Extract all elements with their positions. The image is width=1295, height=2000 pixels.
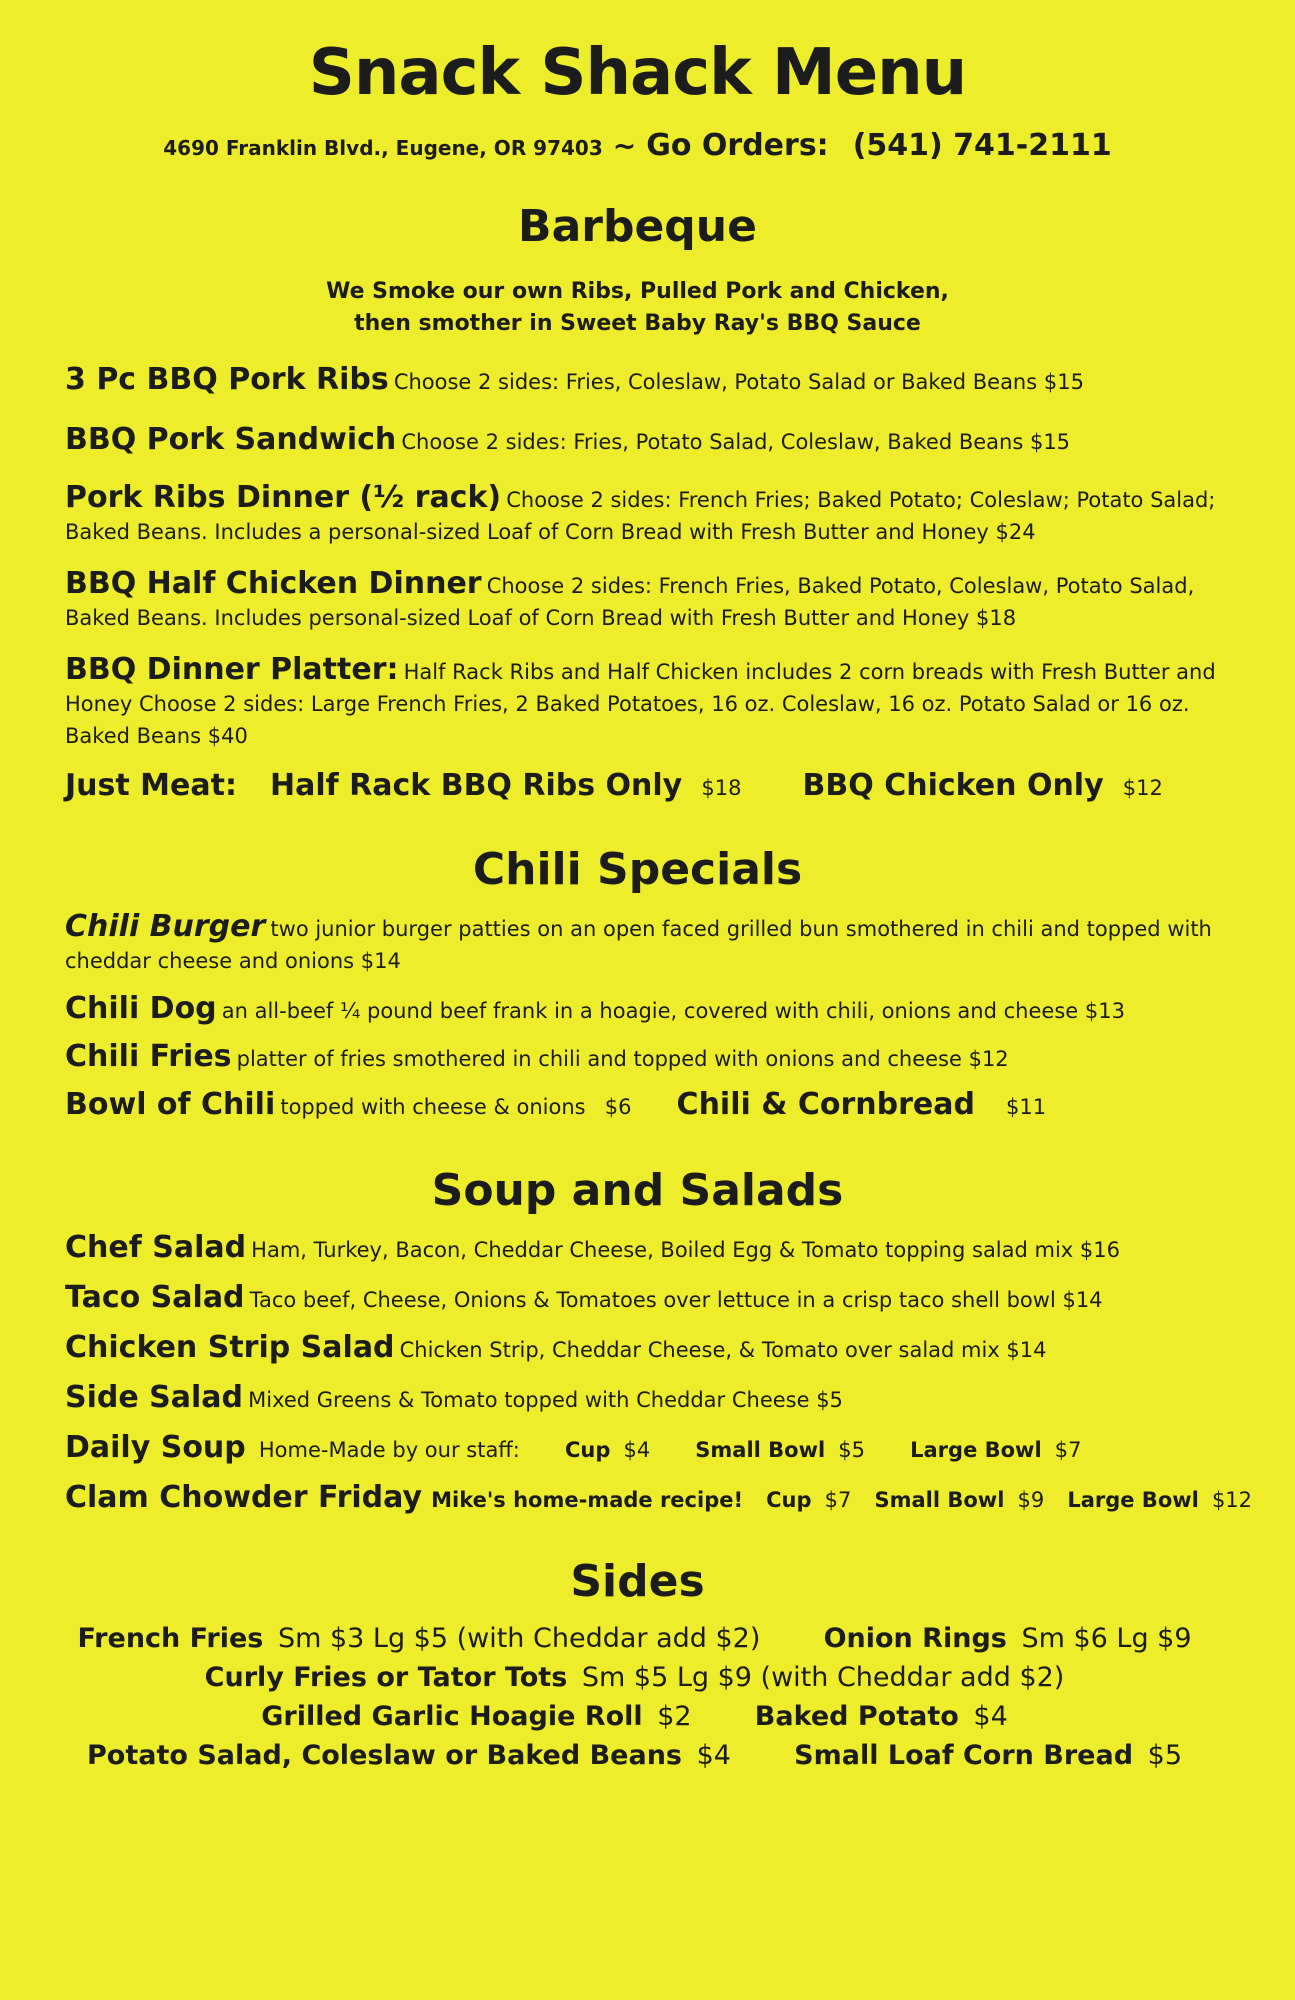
item-desc: Home-Made by our staff: <box>258 1438 520 1462</box>
item-desc: Mike's home-made recipe! <box>431 1488 744 1512</box>
item-desc: Taco beef, Cheese, Onions & Tomatoes over lettuce in a crisp taco shell bowl $14 <box>249 1288 1103 1312</box>
item-name: Chili & Cornbread <box>676 1087 975 1122</box>
item-desc: Choose 2 sides: Fries, Potato Salad, Coleslaw, Baked Beans $15 <box>401 430 1071 454</box>
ribs-only-price: $18 <box>701 776 742 800</box>
side-price: $2 <box>657 1701 692 1732</box>
item-price: $6 <box>604 1095 632 1119</box>
item-name: Chicken Strip Salad <box>65 1330 395 1365</box>
side-name: Small Loaf Corn Bread <box>794 1740 1134 1771</box>
menu-item <box>65 1380 1235 1416</box>
soup-large-price: $7 <box>1054 1438 1082 1462</box>
sides-line <box>40 1619 1235 1658</box>
chowder-small-price: $9 <box>1017 1488 1045 1512</box>
side-name: Baked Potato <box>754 1701 959 1732</box>
chicken-only: BBQ Chicken Only <box>802 768 1104 803</box>
side-price: Sm $6 Lg $9 <box>1021 1623 1192 1654</box>
item-name: Side Salad <box>65 1380 244 1415</box>
ribs-only: Half Rack BBQ Ribs Only <box>270 768 683 803</box>
side-price: Sm $5 Lg $9 (with Cheddar add $2) <box>581 1662 1065 1693</box>
item-desc: platter of fries smothered in chili and topped with onions and cheese $12 <box>236 1047 1009 1071</box>
item-desc: Choose 2 sides: Fries, Coleslaw, Potato Salad or Baked Beans $15 <box>393 370 1084 394</box>
address: 4690 Franklin Blvd., Eugene, OR 97403 <box>163 136 603 160</box>
item-name: BBQ Half Chicken Dinner <box>65 566 482 601</box>
menu-item <box>65 566 1235 634</box>
phone-number: (541) 741-2111 <box>852 128 1112 163</box>
item-price: $11 <box>1006 1095 1047 1119</box>
menu-item <box>65 362 1235 398</box>
menu-item <box>65 1330 1235 1366</box>
separator: ~ <box>612 129 637 162</box>
item-desc: Half Rack Ribs and Half Chicken includes 2 corn breads with Fresh Butter and Honey Choose 2 sides: Large French Fries, 2 Baked Potatoes, 16 oz. Coleslaw, 16 oz. Potato Salad or 16 oz. Baked Beans $40 <box>65 660 1216 748</box>
address-line <box>40 128 1235 163</box>
item-name: Chili Burger <box>65 909 266 944</box>
menu-title: Snack Shack Menu <box>308 36 967 110</box>
side-price: $5 <box>1147 1740 1182 1771</box>
menu-item <box>65 1039 1235 1075</box>
menu-item: BBQ Dinner Platter: Half Rack Ribs and Half Chicken includes 2 corn breads with Fresh Butter and Honey Choose 2 sides: Large French Fries, 2 Baked Potatoes, 16 oz. Coleslaw, 16 oz. Potato Salad or 16 oz. Baked Beans $40 <box>65 652 1216 748</box>
item-name: 3 Pc BBQ Pork Ribs <box>65 362 389 397</box>
item-desc: Chicken Strip, Cheddar Cheese, & Tomato over salad mix $14 <box>399 1338 1047 1362</box>
sides-line <box>40 1658 1235 1697</box>
side-name: Potato Salad, Coleslaw or Baked Beans <box>87 1740 683 1771</box>
soup-small-price: $5 <box>838 1438 866 1462</box>
item-desc: Ham, Turkey, Bacon, Cheddar Cheese, Boiled Egg & Tomato topping salad mix $16 <box>251 1238 1120 1262</box>
menu-item <box>65 991 1235 1027</box>
item-name: Clam Chowder Friday <box>65 1480 423 1515</box>
side-name: French Fries <box>77 1623 264 1654</box>
side-price: Sm $3 Lg $5 (with Cheddar add $2) <box>277 1623 761 1654</box>
item-name: Chili Fries <box>65 1039 232 1074</box>
chowder-cup-price: $7 <box>824 1488 852 1512</box>
chowder-large-price: $12 <box>1211 1488 1253 1512</box>
just-meat-row <box>65 768 1235 804</box>
bowl-row <box>65 1087 1235 1123</box>
item-name: Chili Dog <box>65 991 217 1026</box>
sides-line <box>40 1736 1235 1775</box>
sides-list <box>40 1619 1235 1775</box>
side-name: Onion Rings <box>823 1623 1007 1654</box>
item-desc: Choose 2 sides: French Fries; Baked Potato; Coleslaw; Potato Salad; Baked Beans. Includes a personal-sized Loaf of Corn Bread with Fresh Butter and Honey $24 <box>65 488 1216 544</box>
menu-item <box>65 909 1235 977</box>
item-desc: Choose 2 sides: French Fries, Baked Potato, Coleslaw, Potato Salad, Baked Beans. Includes personal-sized Loaf of Corn Bread with Fresh Butter and Honey $18 <box>65 574 1195 630</box>
item-name: Pork Ribs Dinner (½ rack) <box>65 480 502 515</box>
item-name: Daily Soup <box>65 1430 246 1465</box>
side-price: $4 <box>973 1701 1008 1732</box>
side-price: $4 <box>696 1740 731 1771</box>
side-name: Grilled Garlic Hoagie Roll <box>261 1701 643 1732</box>
menu-item <box>65 422 1235 458</box>
item-name: Taco Salad <box>65 1280 245 1315</box>
item-name: Bowl of Chili <box>65 1087 276 1122</box>
clam-chowder-row: Clam Chowder Friday Mike's home-made recipe! Cup $7 Small Bowl $9 Large Bowl $12 <box>65 1480 1253 1515</box>
bbq-tagline: We Smoke our own Ribs, Pulled Pork and Chicken, then smother in Sweet Baby Ray's BBQ Sauce <box>326 279 949 336</box>
item-name: Chef Salad <box>65 1230 247 1265</box>
daily-soup-row: Daily Soup Home-Made by our staff: Cup $4 Small Bowl $5 Large Bowl $7 <box>65 1430 1082 1465</box>
menu-item <box>65 1280 1235 1316</box>
menu-item <box>65 1230 1235 1266</box>
soup-cup-price: $4 <box>623 1438 651 1462</box>
menu-item <box>65 480 1235 548</box>
item-name: BBQ Pork Sandwich <box>65 422 397 457</box>
side-name: Curly Fries or Tator Tots <box>204 1662 568 1693</box>
bbq-heading: Barbeque <box>518 201 757 252</box>
chili-heading: Chili Specials <box>472 844 803 895</box>
item-desc: topped with cheese & onions <box>280 1095 586 1119</box>
item-desc: Mixed Greens & Tomato topped with Cheddar Cheese $5 <box>248 1388 843 1412</box>
item-name: BBQ Dinner Platter <box>65 652 387 687</box>
sides-heading: Sides <box>570 1556 705 1607</box>
go-orders-label: Go Orders: <box>646 128 829 163</box>
chicken-only-price: $12 <box>1122 776 1163 800</box>
sides-line <box>40 1697 1235 1736</box>
item-desc: two junior burger patties on an open faced grilled bun smothered in chili and topped with cheddar cheese and onions $14 <box>65 917 1212 973</box>
just-meat-label: Just Meat: <box>65 768 237 803</box>
salads-heading: Soup and Salads <box>431 1165 844 1216</box>
item-desc: an all-beef ¼ pound beef frank in a hoagie, covered with chili, onions and cheese $13 <box>221 999 1125 1023</box>
